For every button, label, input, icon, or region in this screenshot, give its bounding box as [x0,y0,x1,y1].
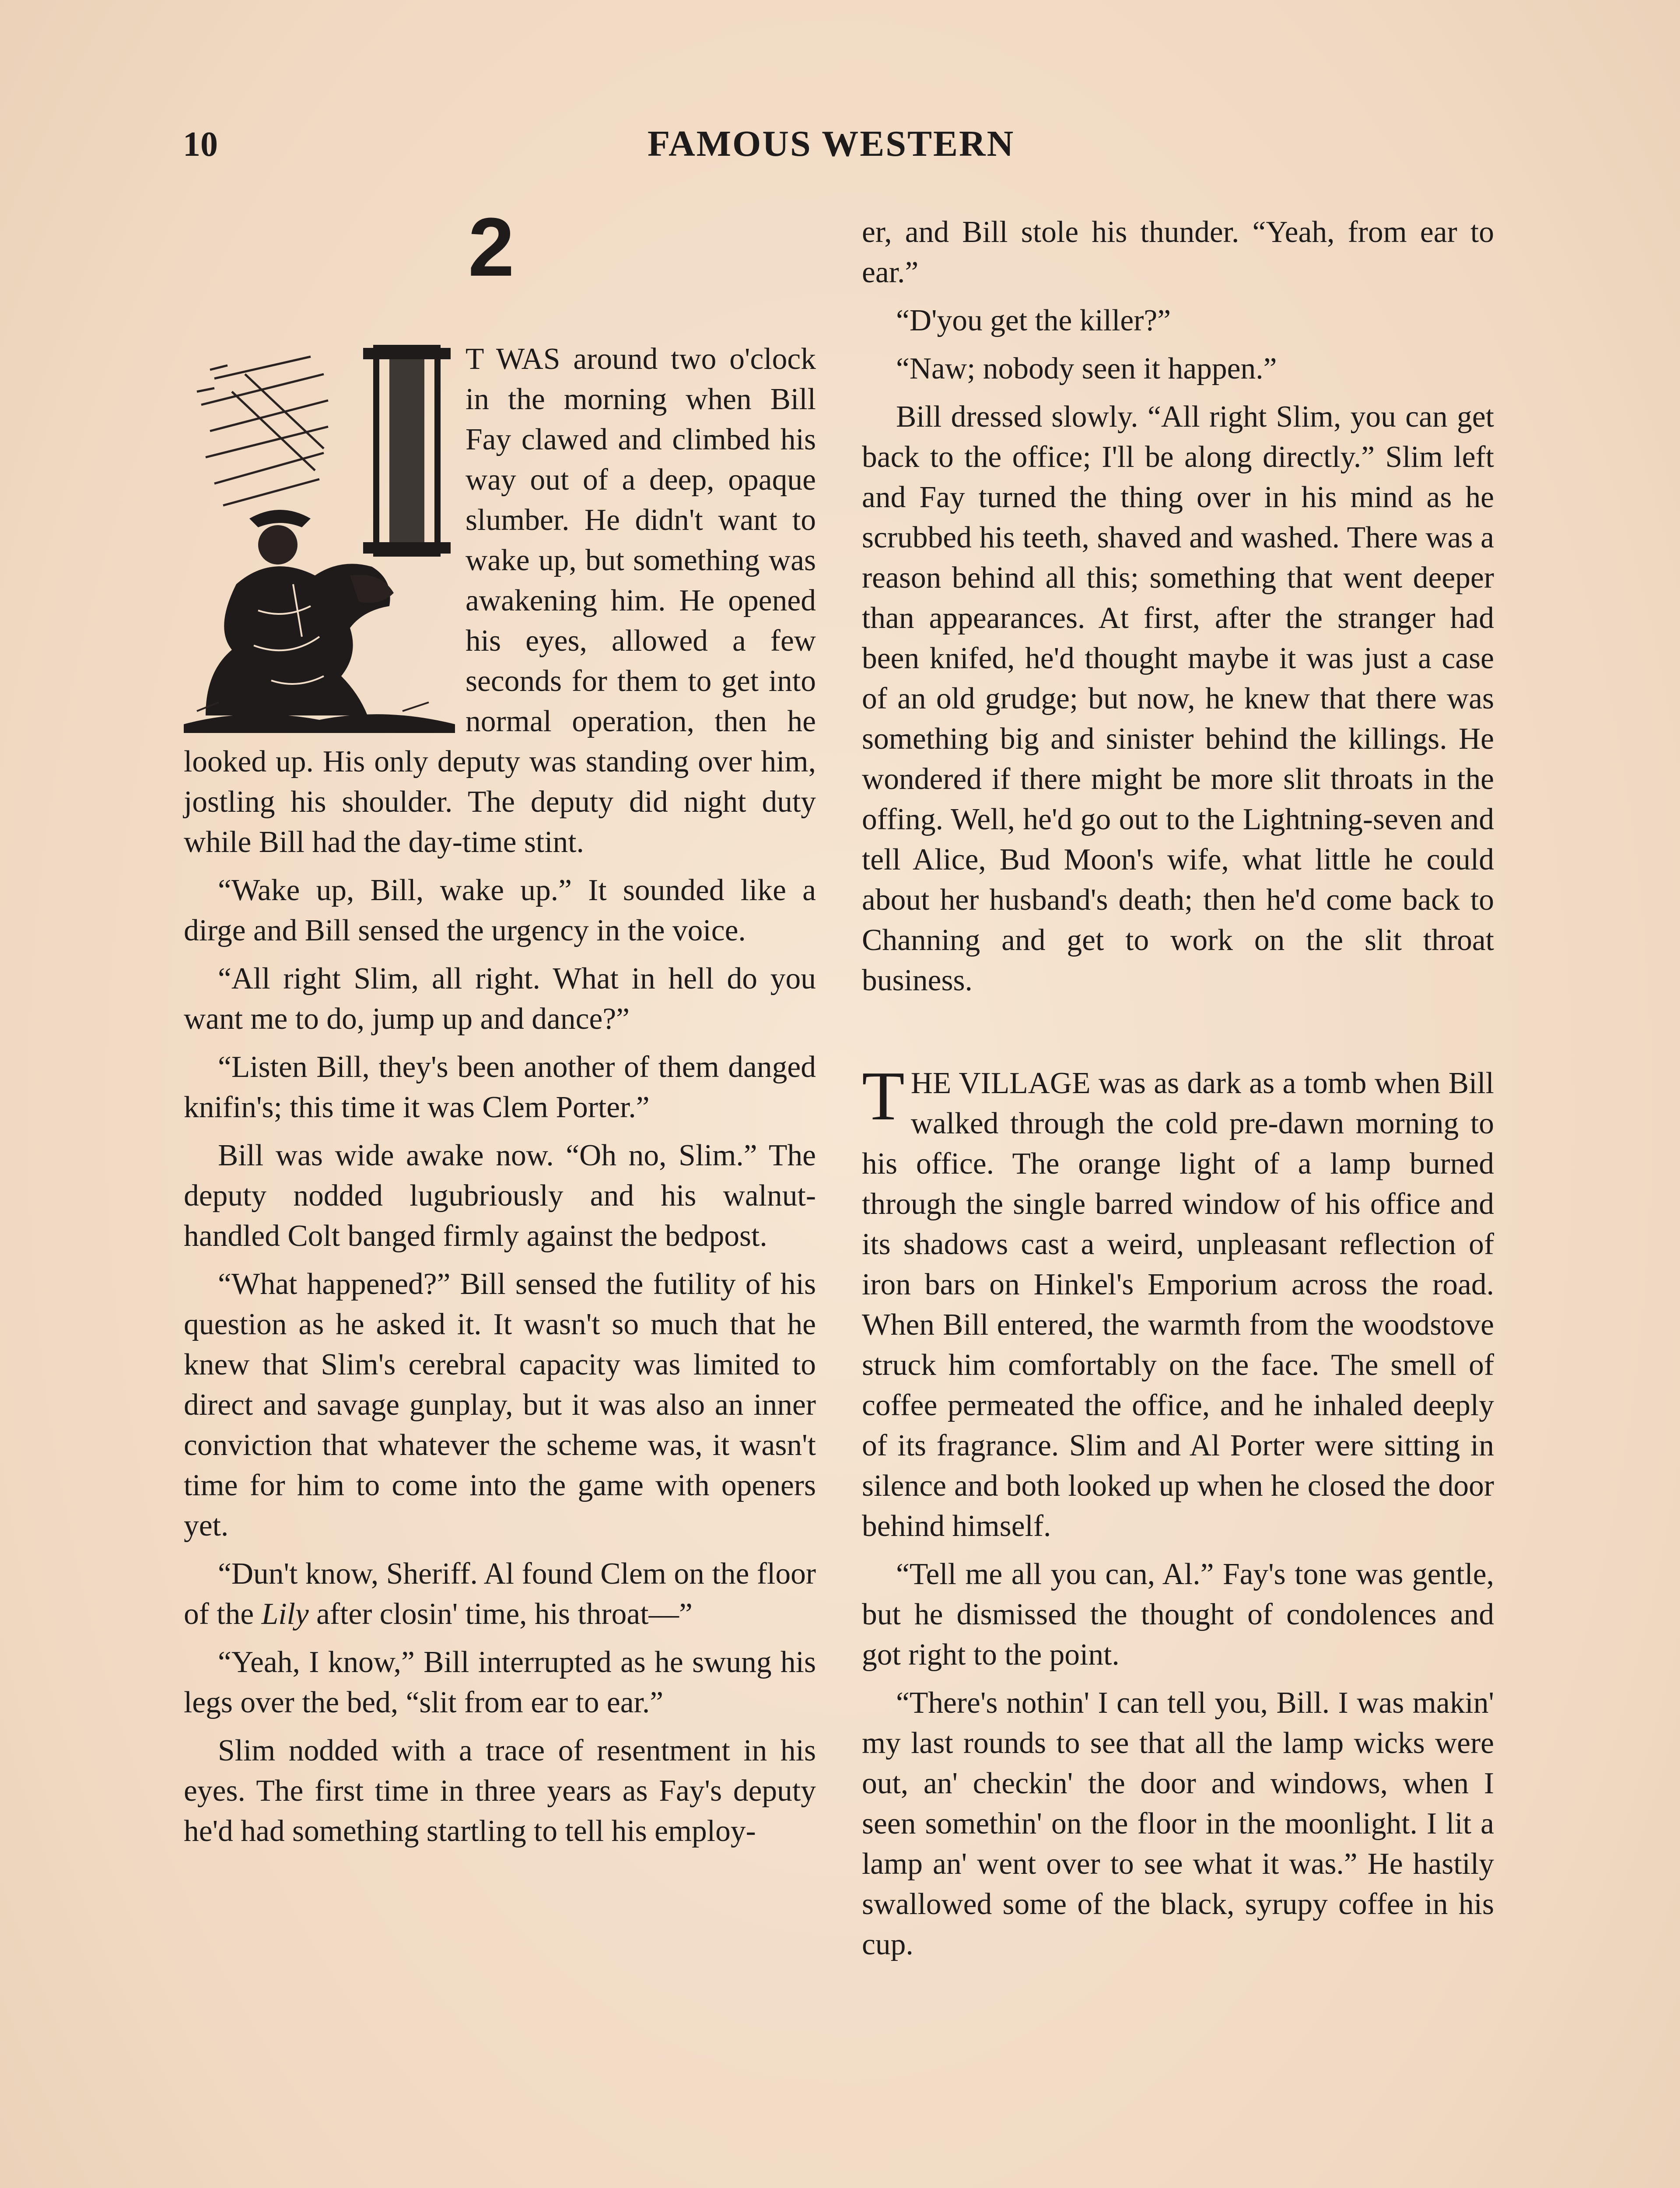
paragraph-text: after closin' time, his throat—” [316,1597,693,1631]
paragraph-text: “Dun't know, Sheriff. Al found Clem on the floor of the [184,1557,816,1631]
left-column [184,339,816,1859]
paragraph: “Listen Bill, they's been another of them danged knifin's; this time it was Clem Porter.” [184,1050,816,1124]
paragraph: Slim nodded with a trace of resentment in his eyes. The first time in three years as Fay's deputy he'd had something startling to tell his employ- [184,1734,816,1848]
paragraph: “Wake up, Bill, wake up.” It sounded like a dirge and Bill sensed the urgency in the voice. [184,873,816,947]
paragraph: Bill dressed slowly. “All right Slim, you can get back to the office; I'll be along directly.” Slim left and Fay turned the thing over in his mind as he scrubbed his teeth, shaved and washed. There was a reason behind all this; something that went deeper than appearances. At first, after the stranger had been knifed, he'd thought maybe it was just a case of an old grudge; but now, he knew that there was something big and sinister behind the killings. He wondered if there might be more slit throats in the offing. Well, he'd go out to the Lightning-seven and tell Alice, Bud Moon's wife, what little he could about her husband's death; then he'd come back to Channing and get to work on the slit throat business. [862,400,1494,997]
paragraph: “All right Slim, all right. What in hell do you want me to do, jump up and dance?” [184,962,816,1036]
italic-title: Lily [261,1597,309,1631]
paragraph: T WAS around two o'clock in the morning when Bill Fay clawed and climbed his way out of a deep, opaque slumber. He didn't want to wake up, but something was awakening him. He opened his eyes, allowed a few seconds for them to get into normal operation, then he looked up. His only deputy was standing over him, jostling his shoulder. The deputy did night duty while Bill had the day-time stint. [184,342,816,859]
section-opening-paragraph [862,1057,1494,1546]
page-number: 10 [183,125,218,164]
paragraph: Bill was wide awake now. “Oh no, Slim.” The deputy nodded lugubriously and his walnut-handled Colt banged firmly against the bedpost. [184,1139,816,1253]
paragraph: “D'you get the killer?” [896,304,1171,337]
right-column [862,212,1494,1973]
paragraph [184,1554,816,1634]
paragraph: er, and Bill stole his thunder. “Yeah, from ear to ear.” [862,215,1494,289]
section-break [862,1009,1494,1063]
drop-cap-letter: T [862,1057,905,1135]
cowboy-dropcap-illustration [184,339,455,733]
paragraph: “What happened?” Bill sensed the futility of his question as he asked it. It wasn't so much that he knew that Slim's cerebral capacity was limited to direct and savage gunplay, but it was also an inner conviction that whatever the scheme was, it wasn't time for him to come into the game with openers yet. [184,1267,816,1543]
paragraph: “Tell me all you can, Al.” Fay's tone was gentle, but he dismissed the thought of condolences and got right to the point. [862,1557,1494,1672]
running-head: FAMOUS WESTERN [648,123,1015,164]
chapter-number: 2 [468,201,514,294]
paragraph: “There's nothin' I can tell you, Bill. I was makin' my last rounds to see that all the lamp wicks were out, an' checkin' the door and windows, when I seen somethin' on the floor in the moonlight. I lit a lamp an' went over to see what it was.” He hastily swallowed some of the black, syrupy coffee in his cup. [862,1686,1494,1961]
paragraph-text: HE VILLAGE was as dark as a tomb when Bill walked through the cold pre-dawn morning to his office. The orange light of a lamp burned through the single barred window of his office and its shadows cast a weird, unpleasant reflection of iron bars on Hinkel's Emporium across the road. When Bill entered, the warmth from the woodstove struck him comfortably on the face. The smell of coffee permeated the office, and he inhaled deeply of its fragrance. Slim and Al Porter were sitting in silence and both looked up when he closed the door behind himself. [862,1066,1494,1543]
paragraph: “Yeah, I know,” Bill interrupted as he swung his legs over the bed, “slit from ear to ear.” [184,1645,816,1719]
paragraph: “Naw; nobody seen it happen.” [896,352,1277,386]
